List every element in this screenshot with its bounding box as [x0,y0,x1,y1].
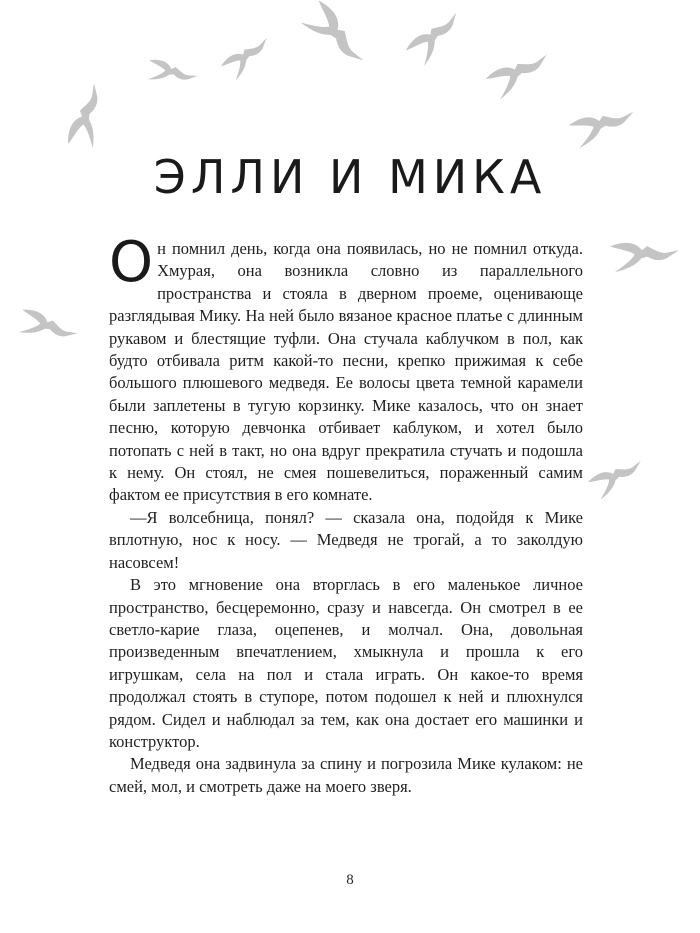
chapter-body [109,230,583,798]
swallow-bird-icon [219,36,278,84]
paragraph [109,230,583,507]
swallow-bird-icon [403,11,470,70]
swallow-bird-icon [568,109,638,149]
paragraph: Медведя она задвинула за спину и погрозила Мике кулаком: не смей, мол, и смотреть даже на моего зверя. [109,754,583,796]
swallow-bird-icon [484,52,556,102]
chapter-title: ЭЛЛИ И МИКА [153,150,547,204]
paragraph: —Я волсебница, понял? — сказала она, подойдя к Мике вплотную, нос к носу. — Медведя не трогай, а то заколдую насовсем! [109,507,583,572]
swallow-bird-icon [64,82,118,154]
swallow-bird-icon [586,459,648,502]
drop-cap: О [109,230,154,295]
swallow-bird-icon [143,57,199,96]
paragraph: В это мгновение она вторглась в его маленькое личное пространство, бесцеремонно, сразу и навсегда. Он смотрел в ее светло-карие глаза, оцепенев, и молчал. Она, довольная произведенным впечатлением, хмыкнула и прошла к его игрушкам, села на пол и стала играть. Он какое-то время продолжал стоять в ступоре, потом подошел к ней и плюхнулся рядом. Сидел и наблюдал за тем, как она достает его машинки и конструктор. [109,575,583,751]
swallow-bird-icon [608,241,679,277]
swallow-bird-icon [296,0,366,78]
swallow-bird-icon [13,306,79,355]
paragraph-text: н помнил день, когда она появилась, но не помнил откуда. Хмурая, она возникла словно из параллельного пространства и стояла в дверном проеме, оценивающе разглядывая Мику. На ней было вязаное красное платье с длинным рукавом и блестящие туфли. Она стучала каблучком в пол, как будто отбивала ритм какой-то песни, крепко прижимая к себе большого плюшевого медведя. Ее волосы цвета темной карамели были заплетены в тугую корзинку. Мике казалось, что он знает песню, которую девчонка отбивает каблуком, и хотел было потопать с ней в такт, но она вдруг прекратила стучать и подошла к нему. Он стоял, не смея пошевелиться, пораженный самим фактом ее присутствия в его комнате. [109,239,583,505]
page-number: 8 [346,872,354,888]
